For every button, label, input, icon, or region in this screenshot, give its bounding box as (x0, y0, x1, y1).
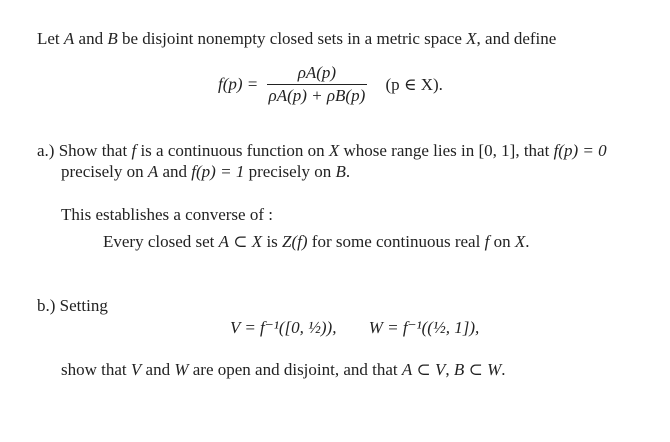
function-f-symbol: f (131, 141, 137, 160)
formula-lhs: f(p) = (218, 74, 259, 94)
part-b-text: and (141, 360, 175, 379)
formula-fraction (267, 63, 368, 106)
subset-symbol: ⊂ (412, 360, 436, 379)
set-a-symbol: A (218, 232, 230, 251)
set-b-symbol: B (107, 29, 118, 48)
part-a-text: precisely on (61, 162, 148, 181)
space-x-symbol: X (328, 141, 340, 160)
subset-symbol: ⊂ (464, 360, 488, 379)
part-b-label: b.) (37, 296, 56, 315)
converse-intro-text: This establishes a converse of : (61, 205, 273, 224)
formula-numerator: ρA(p) (297, 63, 337, 82)
converse-text: on (489, 232, 515, 251)
converse-text: is (262, 232, 283, 251)
formula-denominator: ρA(p) + ρB(p) (268, 86, 366, 105)
subset-symbol: ⊂ (229, 232, 252, 251)
set-v-symbol: V (130, 360, 142, 379)
part-b-text: . (501, 360, 506, 379)
set-b-symbol: B (453, 360, 465, 379)
space-x-symbol: X (251, 232, 263, 251)
intro-text: and (74, 29, 108, 48)
part-b-text: are open and disjoint, and that (188, 360, 402, 379)
set-v-symbol: V (435, 360, 446, 379)
part-a-text: whose range lies in [0, 1], that (339, 141, 554, 160)
converse-text: . (525, 232, 530, 251)
part-a-text: Show that (58, 141, 132, 160)
part-b-text: , (445, 360, 454, 379)
set-b-symbol: B (335, 162, 346, 181)
part-a-text: and (158, 162, 192, 181)
part-b-conclusion (61, 360, 505, 380)
converse-intro (61, 205, 273, 225)
set-w-symbol: W (174, 360, 189, 379)
converse-statement (103, 232, 529, 252)
set-w-definition: W = f⁻¹((½, 1]), (368, 318, 480, 337)
set-a-symbol: A (401, 360, 413, 379)
part-a-line-2 (61, 162, 350, 182)
set-a-symbol: A (147, 162, 159, 181)
part-b-definitions (230, 318, 479, 338)
definition-formula (218, 63, 443, 106)
intro-text: Let (37, 29, 64, 48)
formula-domain: (p ∈ X). (385, 74, 443, 94)
zero-set-symbol: Z(f) (282, 232, 308, 251)
part-a-text: is a continuous function on (136, 141, 329, 160)
part-a-text: precisely on (244, 162, 336, 181)
equation-f-zero: f(p) = 0 (553, 141, 607, 160)
space-x-symbol: X (466, 29, 477, 48)
space-x-symbol: X (514, 232, 526, 251)
set-v-definition: V = f⁻¹([0, ½)), (230, 318, 337, 337)
set-w-symbol: W (487, 360, 502, 379)
equation-f-one: f(p) = 1 (191, 162, 245, 181)
part-b-heading (37, 296, 108, 316)
set-a-symbol: A (63, 29, 75, 48)
intro-line (37, 29, 556, 49)
converse-text: Every closed set (103, 232, 219, 251)
part-b-setting: Setting (59, 296, 108, 315)
part-b-text: show that (61, 360, 131, 379)
converse-text: for some continuous real (307, 232, 485, 251)
function-f-symbol: f (484, 232, 490, 251)
part-a-line-1 (37, 141, 607, 161)
intro-text: be disjoint nonempty closed sets in a metric space (117, 29, 467, 48)
part-a-label: a.) (37, 141, 55, 160)
part-a-text: . (345, 162, 351, 181)
intro-text: , and define (476, 29, 557, 48)
